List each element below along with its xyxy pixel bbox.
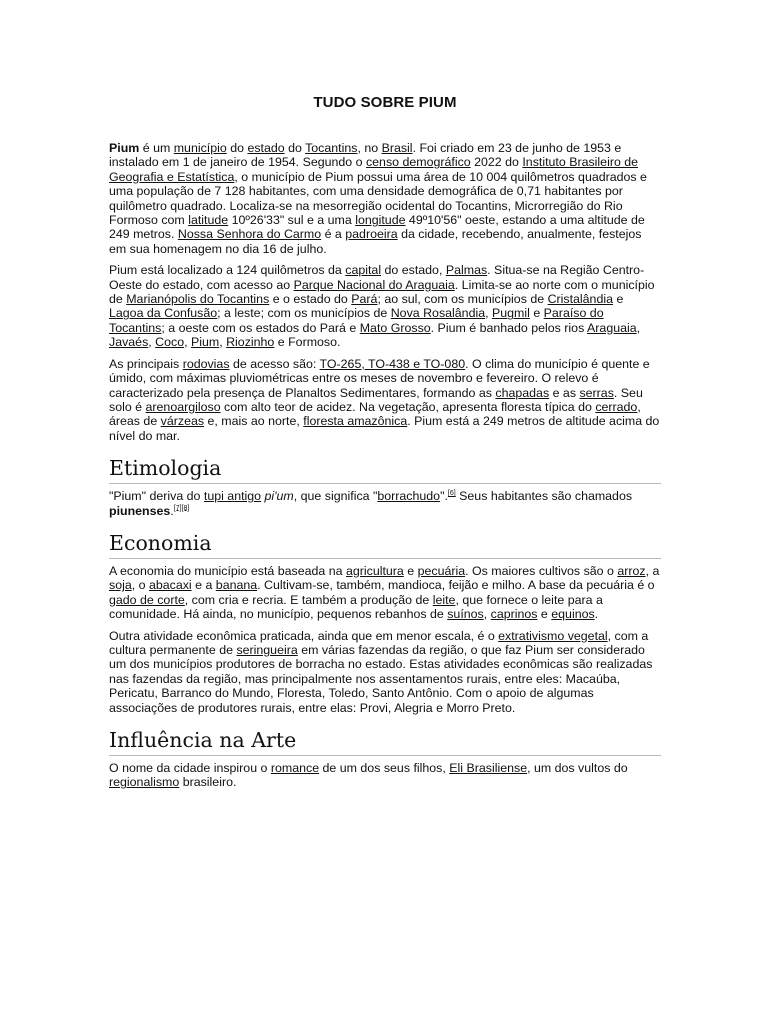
text-run: . Cultivam-se, também, mandioca, feijão e milho. A base da pecuária é o [257, 578, 655, 593]
paragraph [109, 357, 661, 443]
text-run: da cidade, recebendo, anualmente, festejos em sua homenagem no dia 16 de julho. [109, 227, 642, 256]
paragraph [109, 629, 661, 715]
inline-link[interactable]: Brasil [381, 141, 413, 155]
inline-link[interactable]: arenoargiloso [145, 399, 221, 414]
text-run: , a [645, 563, 660, 578]
inline-link[interactable]: Parque Nacional do Araguaia [293, 277, 455, 292]
text-run: de um dos seus filhos, [319, 761, 450, 775]
citation-ref[interactable]: [6] [447, 490, 456, 497]
inline-link[interactable]: TO-265, TO-438 e TO-080 [319, 356, 466, 371]
text-run: , áreas de [109, 399, 641, 429]
inline-link[interactable]: suínos [447, 607, 484, 622]
inline-link[interactable]: seringueira [236, 642, 298, 657]
inline-link[interactable]: município [173, 141, 227, 155]
text-run: e [613, 292, 624, 307]
text-run: , [483, 607, 491, 622]
inline-link[interactable]: Javaés [109, 335, 149, 350]
text-run: O nome da cidade inspirou o [109, 761, 271, 775]
inline-link[interactable]: Tocantins [305, 141, 358, 155]
inline-link[interactable]: capital [345, 263, 382, 278]
text-run: , com a cultura permanente de [109, 628, 649, 657]
text-run: Pium está localizado a 124 quilômetros da [109, 263, 346, 278]
section-heading: Etimologia [109, 455, 661, 484]
inline-link[interactable]: equinos [551, 607, 595, 622]
inline-link[interactable]: Paraíso do Tocantins [109, 306, 604, 335]
inline-link[interactable]: Nossa Senhora do Carmo [177, 227, 322, 242]
section-0 [109, 141, 661, 443]
inline-link[interactable]: caprinos [490, 607, 538, 622]
inline-link[interactable]: regionalismo [109, 775, 180, 790]
text-run: "Pium" deriva do [109, 489, 204, 504]
section-heading: Influência na Arte [109, 727, 661, 756]
inline-link[interactable]: arroz [617, 563, 646, 578]
inline-link[interactable]: censo demográfico [365, 155, 471, 170]
text-run: . Situa-se na Região Centro-Oeste do estado, com acesso ao [109, 263, 645, 292]
text-run: , que significa " [293, 489, 378, 504]
page-title: TUDO SOBRE PIUM [313, 94, 457, 111]
inline-link[interactable]: longitude [355, 213, 406, 228]
document-content [109, 141, 661, 790]
text-run: . [594, 607, 599, 622]
inline-link[interactable]: abacaxi [148, 578, 192, 593]
inline-link[interactable]: Riozinho [226, 335, 275, 350]
text-run: , com cria e recria. E também a produção de [184, 592, 433, 607]
inline-link[interactable]: soja [109, 578, 132, 593]
inline-link[interactable]: floresta amazônica [303, 414, 408, 429]
text-run: e [403, 563, 418, 578]
inline-link[interactable]: leite [432, 592, 456, 607]
text-run: , o [131, 578, 149, 593]
inline-link[interactable]: pecuária [417, 563, 466, 578]
text-run: . Seu solo é [109, 385, 643, 414]
bold-text: Pium [109, 141, 140, 155]
paragraph [109, 263, 661, 349]
text-run: , [636, 320, 641, 335]
text-run: ; a leste; com os municípios de [217, 306, 391, 321]
inline-link[interactable]: Marianópolis do Tocantins [126, 292, 270, 307]
section-3 [109, 727, 661, 790]
paragraph [109, 761, 661, 790]
inline-link[interactable]: rodovias [182, 356, 230, 371]
text-run: do [284, 141, 306, 155]
text-run: 10º26'33" sul e a uma [228, 213, 356, 228]
text-run: . Limita-se ao norte com o município de [109, 277, 655, 307]
inline-link[interactable]: Instituto Brasileiro de Geografia e Estatística [109, 155, 639, 184]
inline-link[interactable]: Araguaia [587, 320, 637, 335]
text-run: do [226, 141, 248, 155]
inline-link[interactable]: Palmas [445, 263, 488, 278]
text-run: , [184, 335, 191, 350]
inline-link[interactable]: Pará [351, 292, 378, 307]
italic-text: pi'um [264, 489, 294, 504]
text-run: . Foi criado em 23 de junho de 1953 e instalado em 1 de janeiro de 1954. Segundo o [109, 141, 622, 170]
text-run: As principais [109, 356, 183, 371]
bold-text: piunenses [109, 503, 171, 518]
inline-link[interactable]: Cristalândia [547, 292, 613, 307]
inline-link[interactable]: borrachudo [377, 489, 441, 504]
text-run: brasileiro. [179, 775, 237, 790]
text-run: ; ao sul, com os municípios de [377, 292, 548, 307]
text-run: é um [139, 141, 174, 155]
text-run: e a [191, 578, 216, 593]
inline-link[interactable]: agricultura [345, 563, 404, 578]
document-body [109, 94, 661, 797]
text-run: ". [440, 489, 448, 504]
text-run: e [537, 607, 552, 622]
text-run: e o estado do [269, 292, 352, 307]
inline-link[interactable]: Eli Brasiliense [449, 761, 528, 775]
text-run: Outra atividade econômica praticada, ainda que em menor escala, é o [109, 628, 499, 643]
text-run: . Pium está a 249 metros de altitude acima do nível do mar. [109, 414, 660, 443]
text-run: e [529, 306, 544, 321]
text-run: é a [321, 227, 346, 242]
text-run: . O clima do município é quente e úmido, com máximas pluviométricas entre os meses de novembro e fevereiro. O relevo é caracterizado pela presença de Planaltos Sedimentares, formando as [109, 356, 650, 400]
inline-link[interactable]: romance [270, 761, 320, 775]
inline-link[interactable]: Coco [155, 335, 185, 350]
text-run: , no [357, 141, 382, 155]
text-run: . [170, 503, 174, 518]
text-run: e Formoso. [274, 335, 341, 350]
inline-link[interactable]: estado [247, 141, 285, 155]
text-run: com alto teor de acidez. Na vegetação, apresenta floresta típica do [220, 399, 596, 414]
text-run: do estado, [381, 263, 446, 278]
inline-link[interactable]: banana [215, 578, 258, 593]
inline-link[interactable]: Mato Grosso [359, 320, 431, 335]
section-heading: Economia [109, 530, 661, 559]
paragraph [109, 489, 661, 518]
text-run: de acesso são: [229, 356, 320, 371]
inline-link[interactable]: Pugmil [492, 306, 530, 321]
text-run: . Os maiores cultivos são o [465, 563, 618, 578]
text-run: A economia do município está baseada na [109, 563, 346, 578]
text-run: em várias fazendas da região, o que faz Pium ser considerado um dos municípios produtores de borracha no estado. Estas atividades econômicas são realizadas nas fazendas da região, mas principalmente nos assentamentos rurais, entre eles: Macaúba, Pericatu, Barranco do Mundo, Floresta, Toledo, Santo Antônio. Com o apoio de algumas associações de produtores rurais, entre elas: Provi, Alegria e Morro Preto. [109, 642, 653, 715]
citation-ref[interactable]: [7][8] [173, 504, 190, 512]
text-run: e as [549, 385, 580, 400]
text-run: Seus habitantes são chamados [455, 489, 633, 504]
inline-link[interactable]: cerrado [595, 399, 638, 414]
inline-link[interactable]: Pium [190, 335, 220, 350]
paragraph [109, 141, 661, 256]
text-run: , [219, 335, 227, 350]
inline-link[interactable]: Lagoa da Confusão [109, 306, 218, 321]
text-run: , [485, 306, 492, 321]
inline-link[interactable]: várzeas [160, 414, 205, 429]
text-run: e, mais ao norte, [204, 414, 304, 429]
text-run: 49º10'56" oeste, estando a uma altitude de 249 metros. [109, 213, 645, 242]
inline-link[interactable]: padroeira [345, 227, 398, 242]
text-run: . Pium é banhado pelos rios [430, 320, 588, 335]
inline-link[interactable]: chapadas [495, 385, 550, 400]
text-run: , o município de Pium possui uma área de 10 004 quilômetros quadrados e uma população de 7 128 habitantes, com uma densidade demográfica de 0,71 habitantes por quilômetro quadrado. Localiza-se na mesorregião ocidental do Tocantins, Microrregião do Rio Formoso com [109, 169, 647, 228]
inline-link[interactable]: extrativismo vegetal [498, 628, 608, 643]
text-run: ; a oeste com os estados do Pará e [161, 320, 360, 335]
text-run: 2022 do [470, 155, 523, 170]
inline-link[interactable]: gado de corte [109, 592, 185, 607]
section-1 [109, 455, 661, 518]
inline-link[interactable]: Nova Rosalândia [390, 306, 486, 321]
section-2 [109, 530, 661, 715]
text-run: , um dos vultos do [527, 761, 628, 775]
inline-link[interactable]: tupi antigo [203, 489, 262, 504]
text-run: , que fornece o leite para a comunidade. Há ainda, no município, pequenos rebanhos de [109, 592, 603, 622]
paragraph [109, 564, 661, 622]
text-run: , [148, 335, 156, 350]
inline-link[interactable]: latitude [188, 213, 229, 228]
inline-link[interactable]: serras [579, 385, 614, 400]
